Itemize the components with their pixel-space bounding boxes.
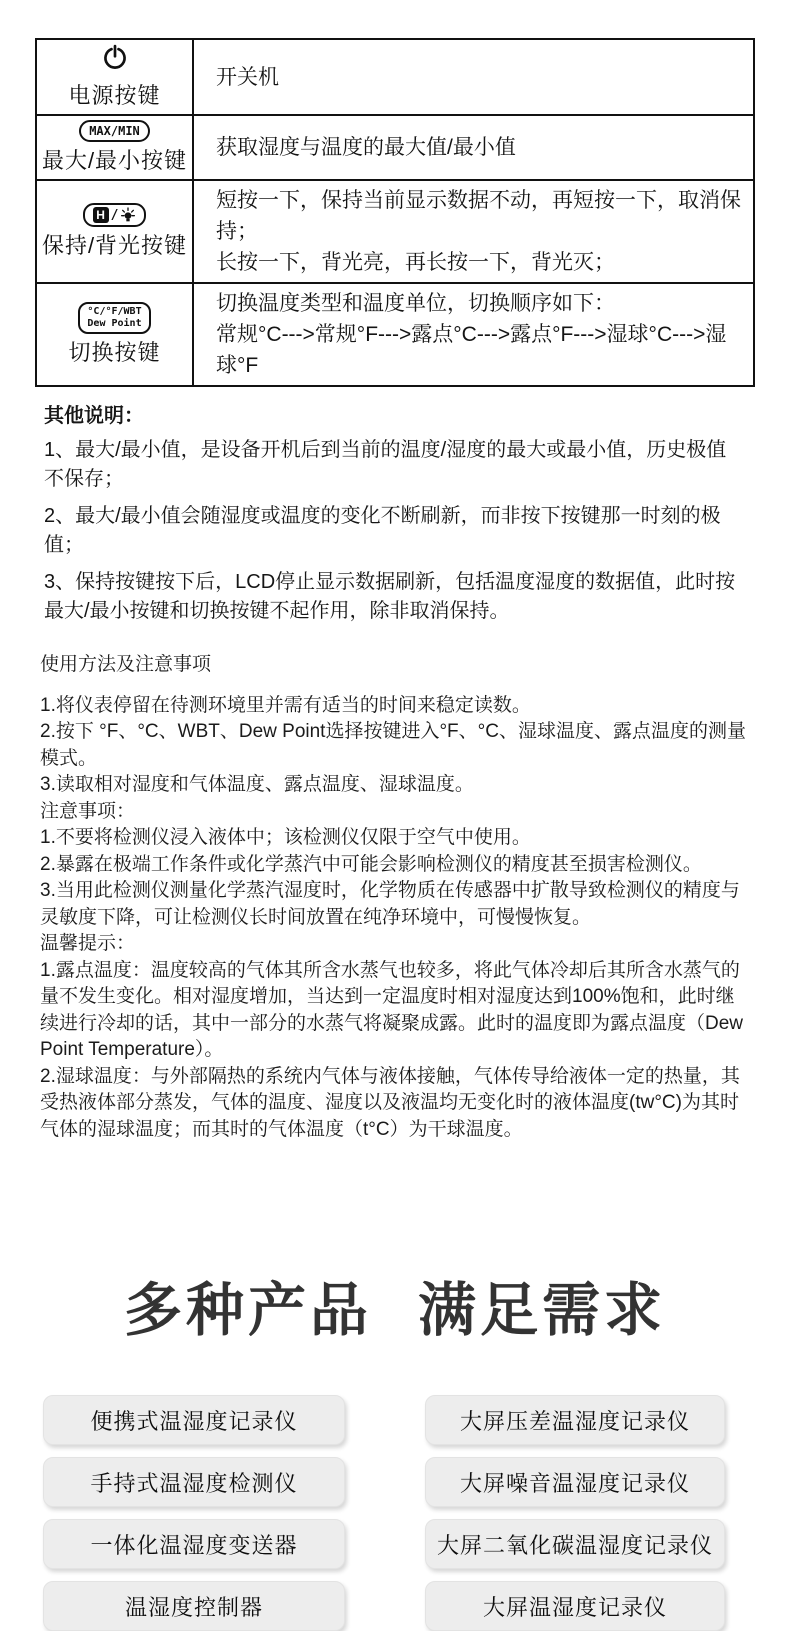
product-button[interactable]: 便携式温湿度记录仪 (43, 1395, 345, 1445)
max-min-key-text: MAX/MIN (89, 124, 140, 138)
usage-title: 使用方法及注意事项 (40, 654, 212, 675)
usage-line: 3.当用此检测仪测量化学蒸汽湿度时，化学物质在传感器中扩散导致检测仪的精度与灵敏度下降，可让检测仪长时间放置在纯净环境中，可慢慢恢复。 (40, 880, 740, 928)
desc-cell (193, 39, 754, 115)
usage-line: 1.将仪表停留在待测环境里并需有适当的时间来稳定读数。 (40, 694, 531, 716)
other-notes-title: 其他说明： (44, 405, 144, 427)
max-min-key-icon (79, 120, 150, 142)
hold-backlight-key-icon (83, 203, 147, 227)
usage-line: 2.按下 °F、°C、WBT、Dew Point选择按键进入°F、°C、湿球温度、露点温度的测量模式。 (40, 721, 746, 769)
desc-cell (193, 115, 754, 180)
product-button[interactable]: 大屏噪音温湿度记录仪 (425, 1457, 725, 1507)
hero-heading-right: 满足需求 (418, 1278, 667, 1343)
key-cell (36, 39, 193, 115)
usage-line: 1.露点温度：温度较高的气体其所含水蒸气也较多，将此气体冷却后其所含水蒸气的量不发生变化。相对湿度增加，当达到一定温度时相对湿度达到100%饱和，此时继续进行冷却的话，其中一部分的水蒸气将凝聚成露。此时的温度即为露点温度（Dew Point Temperature）。 (40, 959, 744, 1060)
key-label: 最大/最小按键 (41, 148, 188, 173)
key-separator: / (110, 207, 119, 223)
hero-heading (0, 1263, 790, 1347)
product-column-right (425, 1395, 725, 1631)
unit-switch-line2: Dew Point (87, 318, 142, 329)
key-cell (36, 115, 193, 180)
desc-line: 常规°C--->常规°F--->露点°C--->露点°F--->湿球°C--->湿球°F (216, 323, 727, 377)
function-key-table (35, 38, 755, 387)
desc-line: 开关机 (216, 65, 279, 89)
other-notes-section (44, 399, 746, 626)
product-button[interactable]: 大屏温湿度记录仪 (425, 1581, 725, 1631)
note-item: 2、最大/最小值会随湿度或温度的变化不断刷新，而非按下按键那一时刻的极值； (44, 505, 721, 556)
desc-cell (193, 180, 754, 283)
desc-line: 切换温度类型和温度单位，切换顺序如下： (216, 292, 615, 315)
product-button[interactable]: 温湿度控制器 (43, 1581, 345, 1631)
product-column-left (43, 1395, 345, 1631)
note-item: 1、最大/最小值，是设备开机后到当前的温度/湿度的最大或最小值，历史极值不保存； (44, 439, 727, 490)
desc-cell (193, 283, 754, 386)
unit-switch-key-icon (78, 302, 150, 334)
power-icon (101, 44, 129, 72)
product-button[interactable]: 大屏压差温湿度记录仪 (425, 1395, 725, 1445)
usage-line: 1.不要将检测仪浸入液体中；该检测仪仅限于空气中使用。 (40, 827, 531, 848)
page (0, 38, 790, 1620)
key-row-unit-switch (36, 283, 754, 386)
key-label: 电源按键 (68, 83, 161, 108)
key-cell (36, 283, 193, 386)
usage-line: 3.读取相对湿度和气体温度、露点温度、湿球温度。 (40, 774, 474, 795)
usage-section (40, 652, 750, 1143)
key-label: 切换按键 (68, 340, 161, 365)
hold-key-letter: H (93, 207, 109, 223)
unit-switch-line1: °C/°F/WBT (87, 306, 142, 317)
desc-line: 长按一下，背光亮，再长按一下，背光灭； (216, 251, 615, 274)
note-item: 3、保持按键按下后，LCD停止显示数据刷新，包括温度湿度的数据值，此时按最大/最小按键和切换按键不起作用，除非取消保持。 (44, 571, 736, 622)
hero-heading-left: 多种产品 (123, 1278, 372, 1343)
usage-line: 2.暴露在极端工作条件或化学蒸汽中可能会影响检测仪的精度甚至损害检测仪。 (40, 853, 702, 875)
key-label: 保持/背光按键 (41, 233, 188, 258)
usage-line: 2.湿球温度：与外部隔热的系统内气体与液体接触，气体传导给液体一定的热量，其受热液体部分蒸发，气体的温度、湿度以及液温均无变化时的液体温度(tw°C)为其时气体的湿球温度；而其时的气体温度（t°C）为干球温度。 (40, 1065, 740, 1140)
product-button[interactable]: 手持式温湿度检测仪 (43, 1457, 345, 1507)
key-row-power (36, 39, 754, 115)
usage-subtitle-cautions: 注意事项： (40, 800, 136, 822)
product-button[interactable]: 一体化温湿度变送器 (43, 1519, 345, 1569)
backlight-bulb-icon (120, 207, 136, 223)
product-button[interactable]: 大屏二氧化碳温湿度记录仪 (425, 1519, 725, 1569)
key-row-hold-backlight (36, 180, 754, 283)
product-grid (43, 1395, 790, 1631)
usage-subtitle-tips: 温馨提示： (40, 933, 136, 954)
key-row-maxmin (36, 115, 754, 180)
key-cell (36, 180, 193, 283)
desc-line: 获取湿度与温度的最大值/最小值 (216, 136, 516, 159)
desc-line: 短按一下，保持当前显示数据不动，再短按一下，取消保持； (216, 189, 741, 243)
